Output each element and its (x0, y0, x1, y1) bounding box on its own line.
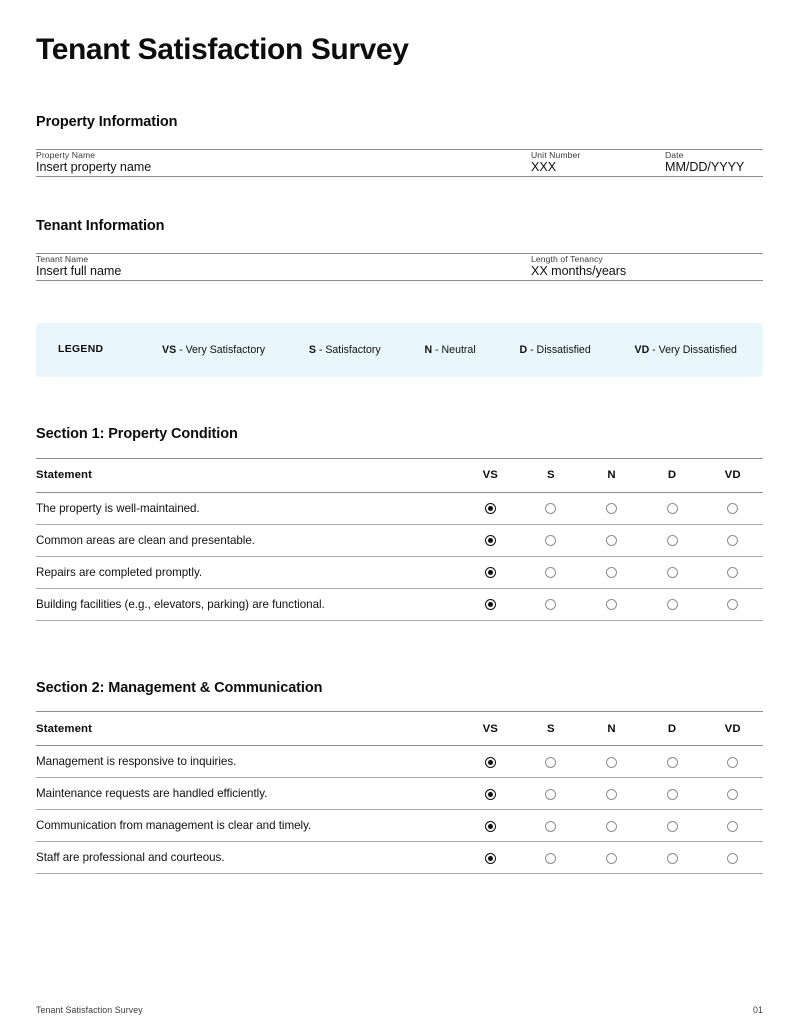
radio-cell-s[interactable] (521, 524, 582, 556)
radio-cell-vd[interactable] (702, 842, 763, 874)
radio-n[interactable] (606, 789, 617, 800)
statement-text: Communication from management is clear and timely. (36, 810, 460, 842)
radio-vs[interactable] (485, 853, 496, 864)
radio-n[interactable] (606, 567, 617, 578)
radio-cell-vd[interactable] (702, 556, 763, 588)
radio-cell-n[interactable] (581, 556, 642, 588)
radio-vd[interactable] (727, 757, 738, 768)
radio-d[interactable] (667, 599, 678, 610)
radio-s[interactable] (545, 821, 556, 832)
column-header-d: D (642, 712, 703, 746)
legend-code-s: S (308, 343, 316, 356)
section-1-rows (36, 492, 763, 620)
radio-n[interactable] (606, 821, 617, 832)
radio-cell-n[interactable] (581, 492, 642, 524)
date-value[interactable]: MM/DD/YYYY (665, 160, 763, 176)
statement-text: Staff are professional and courteous. (36, 842, 460, 874)
statement-text: The property is well-maintained. (36, 492, 460, 524)
radio-cell-n[interactable] (581, 842, 642, 874)
legend-code-d: D (519, 343, 528, 356)
radio-vs[interactable] (485, 757, 496, 768)
radio-vd[interactable] (727, 821, 738, 832)
radio-vs[interactable] (485, 503, 496, 514)
radio-cell-d[interactable] (642, 778, 703, 810)
column-header-n: N (581, 712, 642, 746)
radio-vs[interactable] (485, 789, 496, 800)
legend-separator-n: - (432, 343, 442, 356)
radio-cell-vs[interactable] (460, 778, 521, 810)
legend-item-s (309, 344, 381, 356)
radio-cell-s[interactable] (521, 810, 582, 842)
length-of-tenancy-value[interactable]: XX months/years (531, 264, 763, 280)
radio-cell-vd[interactable] (702, 810, 763, 842)
radio-n[interactable] (606, 853, 617, 864)
unit-number-value[interactable]: XXX (531, 160, 665, 176)
radio-cell-vd[interactable] (702, 588, 763, 620)
legend-bar (36, 323, 763, 377)
radio-vd[interactable] (727, 503, 738, 514)
radio-s[interactable] (545, 757, 556, 768)
statement-text: Building facilities (e.g., elevators, parking) are functional. (36, 588, 460, 620)
tenant-information-heading: Tenant Information (36, 217, 165, 234)
radio-cell-vs[interactable] (460, 588, 521, 620)
statement-text: Common areas are clean and presentable. (36, 524, 460, 556)
radio-n[interactable] (606, 503, 617, 514)
radio-s[interactable] (545, 599, 556, 610)
column-header-n: N (581, 458, 642, 492)
radio-n[interactable] (606, 757, 617, 768)
footer-document-name: Tenant Satisfaction Survey (36, 1005, 143, 1015)
radio-cell-s[interactable] (521, 492, 582, 524)
radio-vd[interactable] (727, 599, 738, 610)
column-header-vs: VS (460, 458, 521, 492)
table-row (36, 492, 763, 524)
radio-cell-vs[interactable] (460, 746, 521, 778)
statement-text: Management is responsive to inquiries. (36, 746, 460, 778)
property-information-table (36, 149, 763, 177)
table-row (36, 810, 763, 842)
legend-meaning-s: Satisfactory (325, 343, 381, 356)
legend-code-vs: VS (162, 343, 177, 356)
statement-text: Maintenance requests are handled efficiently. (36, 778, 460, 810)
column-header-s: S (521, 712, 582, 746)
table-row (36, 588, 763, 620)
radio-cell-n[interactable] (581, 778, 642, 810)
statement-text: Repairs are completed promptly. (36, 556, 460, 588)
legend-title: LEGEND (58, 344, 104, 356)
radio-s[interactable] (545, 853, 556, 864)
section-1-heading: Section 1: Property Condition (36, 425, 238, 442)
table-row (36, 746, 763, 778)
legend-item-n (424, 344, 475, 356)
legend-separator-d: - (527, 343, 537, 356)
radio-vd[interactable] (727, 567, 738, 578)
radio-cell-vs[interactable] (460, 524, 521, 556)
radio-cell-vd[interactable] (702, 524, 763, 556)
radio-cell-d[interactable] (642, 524, 703, 556)
legend-item-d (519, 344, 590, 356)
column-header-vd: VD (702, 712, 763, 746)
column-header-s: S (521, 458, 582, 492)
page-footer (36, 1005, 763, 1015)
survey-section-2 (36, 679, 763, 875)
radio-cell-d[interactable] (642, 810, 703, 842)
radio-cell-vd[interactable] (702, 778, 763, 810)
legend-meaning-vd: Very Dissatisfied (658, 343, 737, 356)
radio-vs[interactable] (485, 535, 496, 546)
unit-number-label: Unit Number (531, 149, 665, 160)
radio-cell-n[interactable] (581, 810, 642, 842)
radio-cell-vd[interactable] (702, 746, 763, 778)
radio-s[interactable] (545, 789, 556, 800)
table-row (36, 778, 763, 810)
length-of-tenancy-label: Length of Tenancy (531, 253, 763, 264)
radio-cell-vs[interactable] (460, 810, 521, 842)
property-name-value[interactable]: Insert property name (36, 160, 531, 176)
tenant-name-label: Tenant Name (36, 253, 531, 264)
radio-s[interactable] (545, 535, 556, 546)
table-header-row (36, 458, 763, 492)
radio-s[interactable] (545, 503, 556, 514)
column-header-vs: VS (460, 712, 521, 746)
page-title: Tenant Satisfaction Survey (36, 33, 409, 66)
legend-items (162, 344, 741, 356)
legend-separator-s: - (315, 343, 326, 356)
radio-cell-s[interactable] (521, 778, 582, 810)
radio-cell-n[interactable] (581, 524, 642, 556)
radio-cell-d[interactable] (642, 746, 703, 778)
radio-cell-d[interactable] (642, 588, 703, 620)
legend-item-vd (635, 344, 737, 356)
radio-n[interactable] (606, 599, 617, 610)
radio-cell-s[interactable] (521, 588, 582, 620)
section-2-heading: Section 2: Management & Communication (36, 679, 323, 696)
legend-separator-vd: - (649, 343, 659, 356)
legend-code-n: N (424, 343, 433, 356)
radio-cell-vd[interactable] (702, 492, 763, 524)
tenant-information-section (36, 217, 763, 281)
radio-d[interactable] (667, 821, 678, 832)
radio-cell-d[interactable] (642, 842, 703, 874)
legend-item-vs (162, 344, 265, 356)
column-header-d: D (642, 458, 703, 492)
table-row (36, 556, 763, 588)
radio-cell-s[interactable] (521, 746, 582, 778)
radio-cell-n[interactable] (581, 746, 642, 778)
property-information-heading: Property Information (36, 114, 178, 130)
footer-page-number: 01 (753, 1005, 763, 1015)
property-name-label: Property Name (36, 149, 531, 160)
section-1-table (36, 458, 763, 621)
radio-cell-vs[interactable] (460, 842, 521, 874)
section-2-table (36, 711, 763, 874)
radio-cell-s[interactable] (521, 842, 582, 874)
legend-meaning-d: Dissatisfied (536, 343, 591, 356)
radio-d[interactable] (667, 503, 678, 514)
radio-cell-d[interactable] (642, 556, 703, 588)
property-information-section (36, 113, 763, 177)
radio-cell-n[interactable] (581, 588, 642, 620)
column-header-vd: VD (702, 458, 763, 492)
radio-vs[interactable] (485, 599, 496, 610)
column-header-statement: Statement (36, 458, 460, 492)
survey-section-1 (36, 425, 763, 621)
legend-meaning-n: Neutral (441, 343, 476, 356)
date-label: Date (665, 149, 763, 160)
radio-cell-vs[interactable] (460, 556, 521, 588)
section-2-rows (36, 746, 763, 874)
radio-cell-d[interactable] (642, 492, 703, 524)
radio-d[interactable] (667, 535, 678, 546)
table-row (36, 524, 763, 556)
radio-d[interactable] (667, 757, 678, 768)
radio-d[interactable] (667, 789, 678, 800)
legend-meaning-vs: Very Satisfactory (185, 343, 266, 356)
page-content (36, 0, 763, 874)
radio-cell-s[interactable] (521, 556, 582, 588)
radio-d[interactable] (667, 567, 678, 578)
radio-s[interactable] (545, 567, 556, 578)
table-row (36, 842, 763, 874)
legend-separator-vs: - (176, 343, 186, 356)
radio-vd[interactable] (727, 789, 738, 800)
tenant-information-table (36, 253, 763, 281)
column-header-statement: Statement (36, 712, 460, 746)
radio-n[interactable] (606, 535, 617, 546)
radio-vs[interactable] (485, 821, 496, 832)
legend-code-vd: VD (634, 343, 650, 356)
table-header-row (36, 712, 763, 746)
radio-vd[interactable] (727, 535, 738, 546)
radio-cell-vs[interactable] (460, 492, 521, 524)
radio-vs[interactable] (485, 567, 496, 578)
radio-vd[interactable] (727, 853, 738, 864)
radio-d[interactable] (667, 853, 678, 864)
tenant-name-value[interactable]: Insert full name (36, 264, 531, 280)
